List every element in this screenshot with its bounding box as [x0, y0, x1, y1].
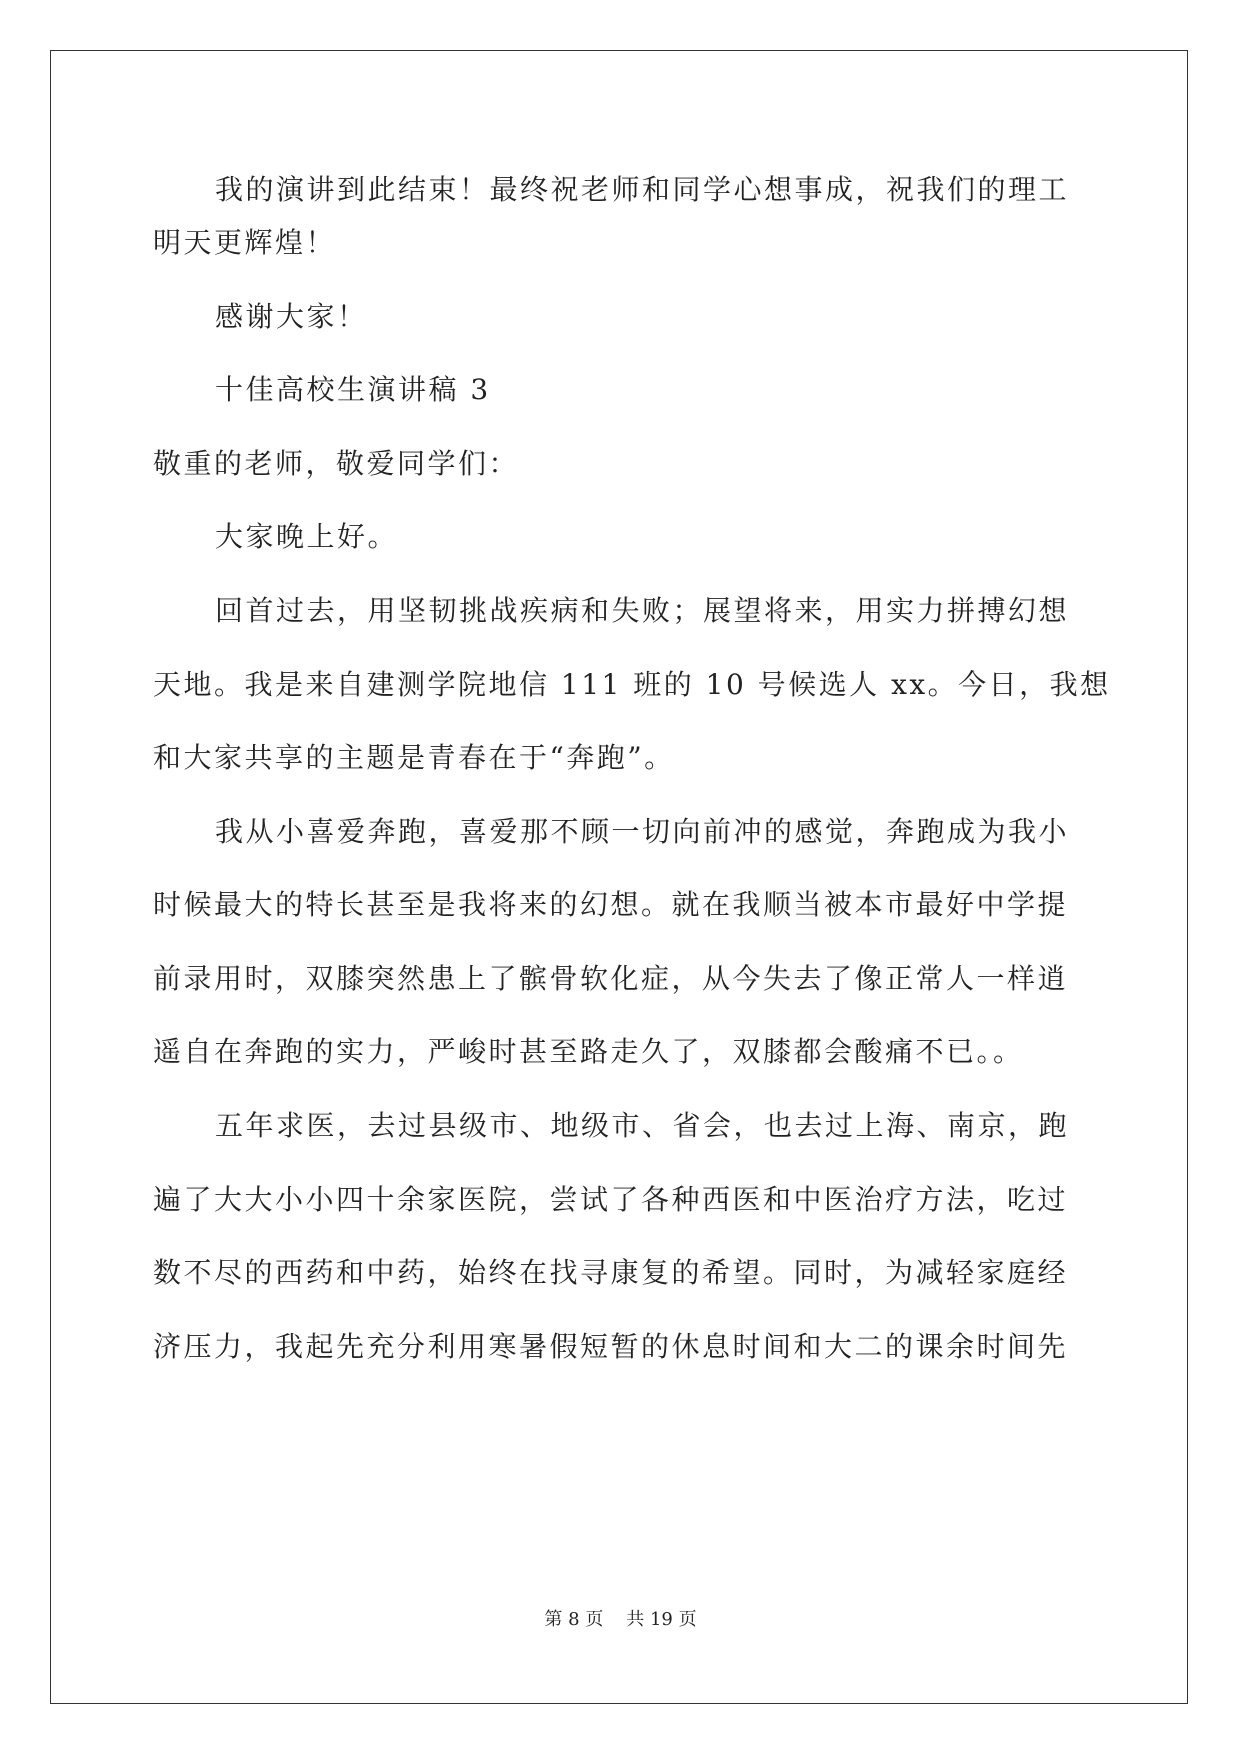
paragraph-line: 天地。我是来自建测学院地信 111 班的 10 号候选人 xx。今日，我想: [153, 668, 1111, 701]
paragraph-line: 前录用时，双膝突然患上了髌骨软化症，从今失去了像正常人一样逍: [153, 962, 1069, 995]
paragraph-line: 济压力，我起先充分利用寒暑假短暂的休息时间和大二的课余时间先: [153, 1330, 1069, 1363]
paragraph-line: 五年求医，去过县级市、地级市、省会，也去过上海、南京，跑: [215, 1109, 1070, 1142]
salutation: 敬重的老师，敬爱同学们：: [153, 447, 520, 480]
paragraph-line: 遥自在奔跑的实力，严峻时甚至路走久了，双膝都会酸痛不已。。: [153, 1035, 1024, 1068]
paragraph-line: 数不尽的西药和中药，始终在找寻康复的希望。同时，为减轻家庭经: [153, 1256, 1069, 1289]
paragraph-line: 和大家共享的主题是青春在于“奔跑”。: [153, 741, 675, 774]
paragraph-line: 回首过去，用坚韧挑战疾病和失败；展望将来，用实力拼搏幻想: [215, 594, 1070, 627]
paragraph-line: 我从小喜爱奔跑，喜爱那不顾一切向前冲的感觉，奔跑成为我小: [215, 815, 1070, 848]
paragraph-line: 大家晚上好。: [215, 520, 399, 553]
paragraph-line: 明天更辉煌！: [153, 226, 337, 259]
paragraph-line: 时候最大的特长甚至是我将来的幻想。就在我顺当被本市最好中学提: [153, 888, 1069, 921]
page-footer: [0, 1608, 1241, 1632]
paragraph-line: 感谢大家！: [215, 300, 368, 333]
paragraph-line: 我的演讲到此结束！最终祝老师和同学心想事成，祝我们的理工: [215, 173, 1070, 206]
paragraph-line: 遍了大大小小四十余家医院，尝试了各种西医和中医治疗方法，吃过: [153, 1183, 1069, 1216]
page-total: 共 19 页: [626, 1609, 697, 1630]
section-title: 十佳高校生演讲稿 3: [215, 373, 491, 406]
page-number: 第 8 页: [544, 1609, 604, 1630]
